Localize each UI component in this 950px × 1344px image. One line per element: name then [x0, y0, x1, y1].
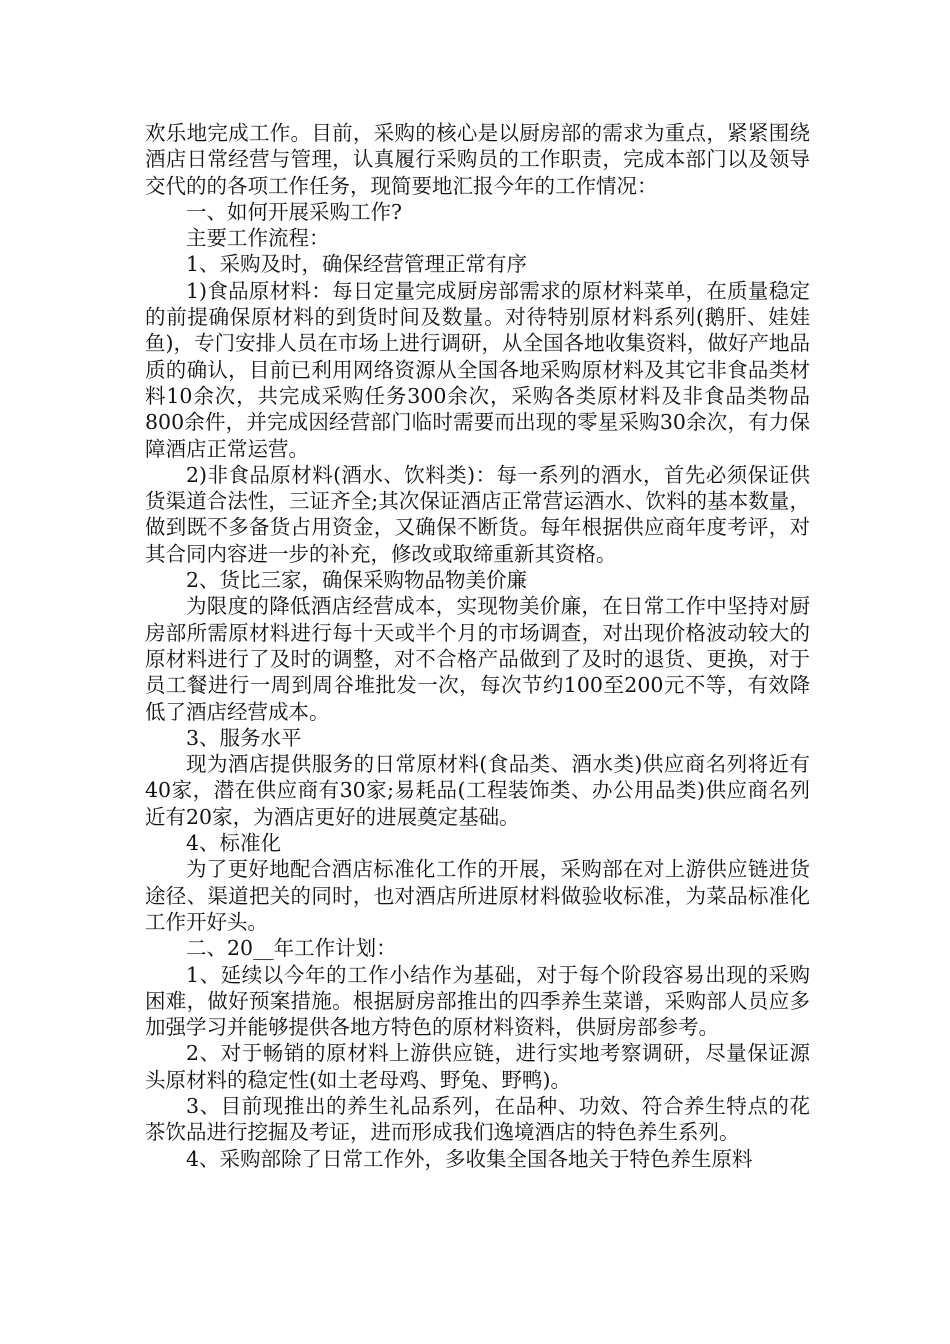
paragraph: 4、采购部除了日常工作外，多收集全国各地关于特色养生原料 [186, 1146, 753, 1171]
paragraph: 1、延续以今年的工作小结作为基础，对于每个阶段容易出现的采购困难，做好预案措施。根据厨房部推出的四季养生菜谱，采购部人员应多加强学习并能够提供各地方特色的原材料资料，供厨房部参考。 [145, 962, 810, 1040]
item-heading: 4、标准化 [186, 831, 282, 856]
paragraph: 2)非食品原材料(酒水、饮料类)：每一系列的酒水，首先必须保证供货渠道合法性，三证齐全;其次保证酒店正常营运酒水、饮料的基本数量，做到既不多备货占用资金，又确保不断货。每年根据供应商年度考评，对其合同内容进一步的补充，修改或取缔重新其资格。 [145, 462, 810, 566]
paragraph: 为限度的降低酒店经营成本，实现物美价廉，在日常工作中坚持对厨房部所需原材料进行每十天或半个月的市场调查，对出现价格波动较大的原材料进行了及时的调整，对不合格产品做到了及时的退货、更换，对于员工餐进行一周到周谷堆批发一次，每次节约100至200元不等，有效降低了酒店经营成本。 [145, 594, 810, 724]
paragraph: 2、对于畅销的原材料上游供应链，进行实地考察调研，尽量保证源头原材料的稳定性(如土老母鸡、野兔、野鸭)。 [145, 1041, 810, 1092]
paragraph: 1)食品原材料：每日定量完成厨房部需求的原材料菜单，在质量稳定的前提确保原材料的到货时间及数量。对待特别原材料系列(鹅肝、娃娃鱼)，专门安排人员在市场上进行调研，从全国各地收集资料，做好产地品质的确认，目前已利用网络资源从全国各地采购原材料及其它非食品类材料10余次，共完成采购任务300余次，采购各类原材料及非食品类物品800余件，并完成因经营部门临时需要而出现的零星采购30余次，有力保障酒店正常运营。 [145, 278, 810, 461]
paragraph: 3、目前现推出的养生礼品系列，在品种、功效、符合养生特点的花茶饮品进行挖掘及考证，进而形成我们逸境酒店的特色养生系列。 [145, 1093, 810, 1145]
subheading-workflow: 主要工作流程： [186, 226, 330, 251]
paragraph: 为了更好地配合酒店标准化工作的开展，采购部在对上游供应链进货途径、渠道把关的同时，也对酒店所进原材料做验收标准，为菜品标准化工作开好头。 [145, 857, 810, 934]
document-body [145, 120, 810, 1172]
paragraph: 现为酒店提供服务的日常原材料(食品类、酒水类)供应商名列将近有40家，潜在供应商有30家;易耗品(工程装饰类、办公用品类)供应商名列近有20家，为酒店更好的进展奠定基础。 [145, 752, 810, 829]
item-heading: 1、采购及时，确保经营管理正常有序 [186, 252, 528, 277]
paragraph: 欢乐地完成工作。目前，采购的核心是以厨房部的需求为重点，紧紧围绕酒店日常经营与管理，认真履行采购员的工作职责，完成本部门以及领导交代的的各项工作任务，现简要地汇报今年的工作情况： [145, 121, 810, 198]
item-heading: 2、货比三家，确保采购物品物美价廉 [186, 568, 528, 593]
item-heading: 3、服务水平 [186, 725, 302, 750]
section-heading-1: 一、如何开展采购工作? [186, 199, 402, 224]
section-heading-2: 二、20__年工作计划： [186, 936, 397, 961]
